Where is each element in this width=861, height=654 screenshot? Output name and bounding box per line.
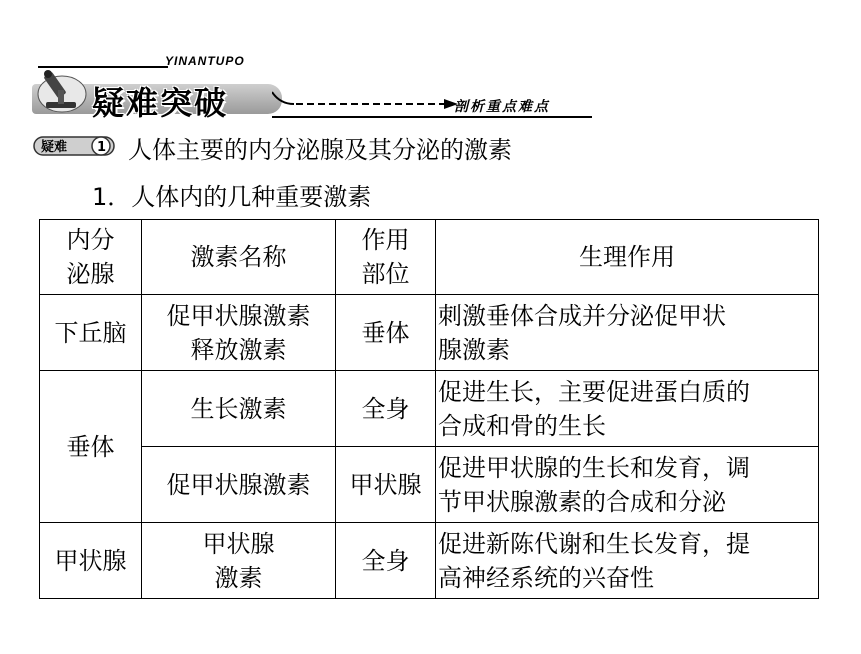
microscope-icon bbox=[36, 64, 88, 114]
cell-gland: 垂体 bbox=[40, 371, 142, 523]
table-row bbox=[40, 295, 819, 371]
cell-effect-text: 促进新陈代谢和生长发育，提 高神经系统的兴奋性 bbox=[438, 529, 750, 592]
cell-hormone: 促甲状腺激素 bbox=[142, 447, 336, 523]
cell-hormone: 生长激素 bbox=[142, 371, 336, 447]
question-badge bbox=[33, 135, 115, 157]
hormone-table bbox=[39, 219, 819, 599]
banner-pinyin: YINANTUPO bbox=[165, 54, 245, 68]
cell-hormone bbox=[142, 295, 336, 371]
header-gland-text: 内分 泌腺 bbox=[66, 226, 115, 288]
cell-site: 全身 bbox=[336, 371, 436, 447]
header-site bbox=[336, 220, 436, 295]
question-badge-number: 1 bbox=[97, 140, 107, 155]
table-row bbox=[40, 371, 819, 447]
banner-underline bbox=[272, 116, 592, 118]
dashed-arrow-icon bbox=[272, 90, 462, 114]
cell-hormone bbox=[142, 523, 336, 599]
table-row bbox=[40, 523, 819, 599]
cell-effect bbox=[436, 523, 819, 599]
header-effect: 生理作用 bbox=[436, 220, 819, 295]
table-caption: 1．人体内的几种重要激素 bbox=[92, 183, 372, 211]
section-banner bbox=[32, 54, 592, 124]
cell-effect bbox=[436, 371, 819, 447]
header-site-text: 作用 部位 bbox=[361, 226, 410, 288]
cell-effect-text: 促进甲状腺的生长和发育，调 节甲状腺激素的合成和分泌 bbox=[438, 453, 750, 516]
header-hormone: 激素名称 bbox=[142, 220, 336, 295]
cell-site: 全身 bbox=[336, 523, 436, 599]
cell-hormone-text: 甲状腺 激素 bbox=[202, 529, 275, 592]
banner-title: 疑难突破 bbox=[92, 84, 229, 122]
table-row bbox=[40, 447, 819, 523]
cell-gland: 下丘脑 bbox=[40, 295, 142, 371]
section-title: 人体主要的内分泌腺及其分泌的激素 bbox=[128, 136, 512, 164]
banner-subtitle: 剖析重点难点 bbox=[454, 99, 550, 115]
cell-hormone-text: 促甲状腺激素 释放激素 bbox=[166, 301, 311, 364]
cell-effect bbox=[436, 295, 819, 371]
header-gland bbox=[40, 220, 142, 295]
cell-effect-text: 促进生长，主要促进蛋白质的 合成和骨的生长 bbox=[438, 377, 750, 440]
cell-effect bbox=[436, 447, 819, 523]
question-badge-label: 疑难 bbox=[41, 140, 68, 155]
cell-gland: 甲状腺 bbox=[40, 523, 142, 599]
cell-site: 垂体 bbox=[336, 295, 436, 371]
cell-site: 甲状腺 bbox=[336, 447, 436, 523]
cell-effect-text: 刺激垂体合成并分泌促甲状 腺激素 bbox=[438, 301, 726, 364]
table-header-row bbox=[40, 220, 819, 295]
